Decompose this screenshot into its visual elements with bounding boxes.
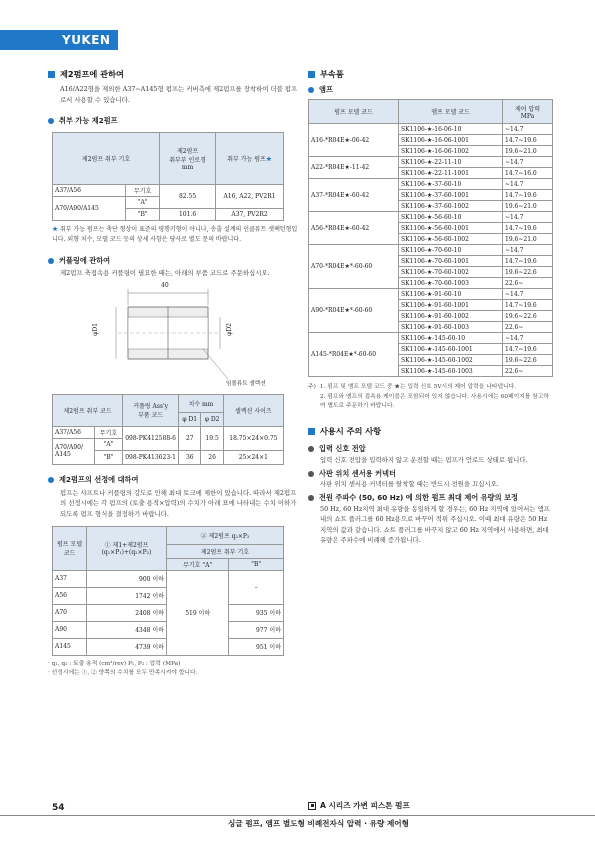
table-cell: A22-*R04E★-11-42: [309, 157, 399, 179]
table-cell: A37: [53, 570, 87, 587]
table-cell: A56: [53, 587, 87, 604]
selection-text: 펌프는 샤프트나 커플링의 강도로 인해 최대 토크에 제한이 있습니다. 따라서 제2펌프의 선정시에는 각 펌프의 (토출 용적×압력)의 수치가 아래 표에 나타내는 수치 이하가 되도록 펌프 형식을 결정하기 바랍니다.: [60, 488, 297, 518]
selection-table: [52, 526, 284, 656]
section-heading-second-pump: 제2펌프에 관하여: [48, 68, 298, 80]
second-pump-text: A16/A22형을 제외한 A37~A145형 펌프는 커버측에 제2펌프를 장착하여 더블 펌프로서 사용할 수 있습니다.: [60, 85, 298, 104]
footer-series: A 시리즈 가변 피스톤 펌프: [308, 800, 410, 811]
table-cell: 82.55: [160, 185, 216, 209]
circle-bullet-icon: [308, 471, 314, 477]
table-cell: ~14.7: [503, 124, 553, 135]
table-cell: ~14.7: [503, 179, 553, 190]
table-cell: 19.6~22.6: [503, 311, 553, 322]
table-header: 제2펌프 취부 코드: [53, 394, 123, 426]
table-cell: 14.7~19.6: [503, 344, 553, 355]
table-header: φ D2: [201, 412, 223, 426]
table-cell: SK1106-★-145-60-10: [399, 333, 503, 344]
table-header: 취부 가능 펌프★: [216, 133, 284, 185]
table-header: ① 제1+제2펌프 (q₁×P₁)+(q₂×P₂): [87, 526, 167, 570]
table-cell: 14.7~19.6: [503, 256, 553, 267]
table-cell: SK1106-★-91-60-1002: [399, 311, 503, 322]
table-cell: 27: [179, 426, 201, 450]
coupling-drawing: [78, 283, 248, 388]
table-cell: ~14.7: [503, 333, 553, 344]
selection-note: · q₁, q₂ : 토출 용적 (cm³/rev) P₁, P₂ : 압력 (MPa): [48, 660, 181, 667]
table-cell: SK1106-★-70-60-1002: [399, 267, 503, 278]
caution-item: 입력 신호 전압 입력 신호 전압을 입력하지 않고 운전할 때는 펌프가 언로드 상태로 됩니다.: [308, 444, 553, 466]
section-heading-accessories: 부속품: [308, 68, 553, 80]
table-cell: –: [229, 570, 284, 604]
table-row: [309, 212, 553, 223]
table-cell: SK1106-★-91-60-1001: [399, 300, 503, 311]
table-cell: ~14.7: [503, 245, 553, 256]
table-cell: A37/A56: [53, 185, 126, 197]
table-cell: 19.6~21.0: [503, 146, 553, 157]
coupling-text: 제2펌프 축접속용 커플링이 필요한 때는, 아래의 부품 코드로 주문하십시오.: [60, 269, 270, 278]
table-cell: 22.6~: [503, 366, 553, 377]
table-cell: ~14.7: [503, 289, 553, 300]
yuken-logo: YUKEN: [62, 33, 111, 47]
caution-item: 사판 위치 센서용 커넥터 사판 위치 센서용 커넥터를 탈착할 때는 반드시 전원을 끄십시오.: [308, 468, 553, 490]
table-cell: 4739 이하: [87, 638, 167, 655]
table-header: 펌프 모델 코드: [53, 526, 87, 570]
table-cell: SK1106-★-56-60-1001: [399, 223, 503, 234]
circle-bullet-icon: [308, 87, 314, 93]
table-cell: 101.6: [160, 209, 216, 221]
table-cell: A37, PV2R2: [216, 209, 284, 221]
table-cell: 14.7~19.6: [503, 135, 553, 146]
table-cell: A70/A90/ A145: [53, 438, 95, 464]
table-cell: 19.6~21.0: [503, 201, 553, 212]
table-cell: "A": [94, 438, 122, 450]
table-header: ② 제2펌프 q₂×P₂: [167, 526, 284, 544]
table-cell: 22.6~: [503, 278, 553, 289]
mountable-pump-table: [52, 132, 284, 221]
involute-label: 임볼류트 셀렉션: [226, 380, 266, 387]
table-cell: ~14.7: [503, 157, 553, 168]
amp-note: 2. 펌프와 앰프의 접속용 케이블은 포함되어 있지 않습니다. 사용시에는 60페이지를 참고하여 별도로 주문하기 바랍니다.: [319, 393, 550, 409]
table-cell: SK1106-★-145-60-1002: [399, 355, 503, 366]
table-cell: 14.7~19.6: [503, 300, 553, 311]
table-cell: "B": [126, 209, 160, 221]
table-cell: ~14.7: [503, 212, 553, 223]
table-cell: 26: [201, 450, 223, 464]
table-cell: 19.6~22.6: [503, 355, 553, 366]
table-cell: 25×24×1: [223, 450, 283, 464]
table-cell: A16-*R04E★-06-42: [309, 124, 399, 157]
table-row: [309, 157, 553, 168]
table-cell: SK1106-★-16-06-1001: [399, 135, 503, 146]
coupling-table: [52, 394, 284, 465]
table-header: 제2펌프 취부 기호: [167, 544, 284, 558]
table-cell: SK1106-★-37-60-10: [399, 179, 503, 190]
table-row: [309, 245, 553, 256]
table-header: 제2펌프 취부 기호: [53, 133, 160, 185]
amp-notes: 주) 1. 펌프 및 앰프 모델 코드 중 ★는 입력 신호 5V시의 제어 압력을 나타냅니다. 2. 펌프와 앰프의 접속용 케이블은 포함되어 있지 않습니다. 사용시에는 60페이지를 참고하여 별도로 주문하기 바랍니다.: [308, 383, 553, 412]
circle-bullet-icon: [48, 118, 54, 124]
table-cell: 4348 이하: [87, 621, 167, 638]
table-cell: A70/A90/A145: [53, 197, 126, 221]
footer-subtitle: 싱글 펌프, 앰프 별도형 비례전자식 압력 · 유량 제어형: [228, 819, 409, 828]
page-number: 54: [52, 803, 65, 813]
table-cell: SK1106-★-70-60-1001: [399, 256, 503, 267]
dimension-d1: φD1: [92, 322, 99, 336]
square-bullet-icon: [48, 71, 55, 78]
table-cell: A37-*R04E★-60-42: [309, 179, 399, 212]
table-cell: 36: [179, 450, 201, 464]
table-cell: SK1106-★-22-11-1001: [399, 168, 503, 179]
table-cell: A90-*R04E★*-60-60: [309, 289, 399, 333]
circle-bullet-icon: [308, 446, 314, 452]
table-cell: 2408 이하: [87, 604, 167, 621]
caution-item: 전원 주파수 (50, 60 Hz) 에 의한 펌프 최대 제어 유량의 보정 50 Hz, 60 Hz지역 최대 유량을 동일하게 할 경우는, 60 Hz 지역에 있어서는 앰프 내의 쇼트 플러그를 60 Hz용으로 바꾸어 적위 주십시오. 이때 최대 유량은 50 Hz 지역의 값과 같습니다. 쇼트 플러그를 바꾸지 않고 60 Hz 지역에서 사용하면, 최대 유량은 주파수에 비례해 증가됩니다.: [308, 493, 553, 546]
table-cell: SK1106-★-56-60-10: [399, 212, 503, 223]
table-cell: 무기호: [126, 185, 160, 197]
table-cell: SK1106-★-91-60-10: [399, 289, 503, 300]
table-header: 커플링 Ass'y 부품 코드: [123, 394, 179, 426]
table-cell: A16, A22, PV2R1: [216, 185, 284, 209]
table-header: 앰프 모델 코드: [399, 100, 503, 124]
table-cell: SK1106-★-56-60-1002: [399, 234, 503, 245]
table-header: 무기호 "A": [167, 558, 229, 570]
table-row: [309, 124, 553, 135]
table-cell: 14.7~19.6: [503, 190, 553, 201]
table-cell: SK1106-★-91-60-1003: [399, 322, 503, 333]
table-row: [309, 179, 553, 190]
subheading-amp: 앰프: [308, 84, 553, 95]
table-cell: 19.6~22.6: [503, 267, 553, 278]
table-cell: 098-PK413623-1: [123, 450, 179, 464]
table-cell: SK1106-★-22-11-10: [399, 157, 503, 168]
table-cell: A37/A56: [53, 426, 95, 438]
table-header: 제2펌프 취부부 인로경 mm: [160, 133, 216, 185]
table-cell: SK1106-★-145-60-1001: [399, 344, 503, 355]
circle-bullet-icon: [308, 495, 314, 501]
subheading-coupling: 커플링에 관하여: [48, 255, 298, 266]
table-cell: A145-*R04E★*-60-60: [309, 333, 399, 377]
table-cell: 519 이하: [167, 570, 229, 655]
dimension-top: 40: [161, 281, 169, 289]
table-cell: 098-PK412588-6: [123, 426, 179, 450]
footer-divider: [0, 815, 595, 816]
table-cell: 19.6~21.0: [503, 234, 553, 245]
table-cell: SK1106-★-70-60-10: [399, 245, 503, 256]
table-cell: 935 이하: [229, 604, 284, 621]
table-cell: A56-*R04E★-60-42: [309, 212, 399, 245]
table-cell: A90: [53, 621, 87, 638]
table-cell: SK1106-★-37-60-1001: [399, 190, 503, 201]
table-cell: "B": [94, 450, 122, 464]
table-row: [309, 333, 553, 344]
table-cell: A70-*R04E★*-60-60: [309, 245, 399, 289]
table-header: 치수 mm: [179, 394, 224, 412]
table-cell: SK1106-★-16-06-1002: [399, 146, 503, 157]
table-cell: 951 이하: [229, 638, 284, 655]
table-row: [309, 289, 553, 300]
table-cell: 1742 이하: [87, 587, 167, 604]
circle-bullet-icon: [48, 258, 54, 264]
table-cell: 무기호: [94, 426, 122, 438]
table-cell: SK1106-★-37-60-1002: [399, 201, 503, 212]
amp-note: 1. 펌프 및 앰프 모델 코드 중 ★는 입력 신호 5V시의 제어 압력을 나타냅니다.: [319, 384, 517, 390]
table-cell: "A": [126, 197, 160, 209]
table-cell: 18.75×24×0.75: [223, 426, 283, 450]
selection-note: · 선정시에는 ①, ② 양쪽의 수치를 모두 만족시켜야 합니다.: [48, 670, 198, 677]
table-cell: SK1106-★-70-60-1003: [399, 278, 503, 289]
table-cell: 14.7~16.0: [503, 168, 553, 179]
mountable-note: ★ 취부 가능 펌프는 축단 형상이 표준의 평행키형이 아니나, 송출 설계의 인클류트 셋팩턴형입니다. 외형 치수, 모델 코드 등의 상세 사항은 당사로 별도 문의 바랍니다.: [52, 226, 298, 244]
square-bullet-icon: [308, 71, 315, 78]
table-cell: SK1106-★-16-06-10: [399, 124, 503, 135]
table-cell: A70: [53, 604, 87, 621]
table-header: "B": [229, 558, 284, 570]
amp-table: [308, 99, 553, 377]
table-cell: 900 이하: [87, 570, 167, 587]
table-cell: A145: [53, 638, 87, 655]
table-cell: 14.7~19.6: [503, 223, 553, 234]
subheading-mountable-pump: 취부 가능 제2펌프: [48, 115, 298, 126]
square-marker-icon: [308, 802, 316, 810]
table-cell: SK1106-★-145-60-1003: [399, 366, 503, 377]
right-column: [308, 68, 553, 546]
left-column: [48, 68, 298, 679]
subheading-selection: 제2펌프의 선정에 대하여: [48, 475, 298, 486]
table-cell: 22.6~: [503, 322, 553, 333]
coupling-diagram: [78, 281, 266, 388]
circle-bullet-icon: [48, 477, 54, 483]
table-cell: 19.5: [201, 426, 223, 450]
table-header: φ D1: [179, 412, 201, 426]
table-header: 펌프 모델 코드: [309, 100, 399, 124]
dimension-d2: φD2: [226, 322, 233, 336]
table-cell: 977 이하: [229, 621, 284, 638]
table-header: 제어 압력 MPa: [503, 100, 553, 124]
section-heading-caution: 사용시 주의 사항: [308, 426, 553, 438]
square-bullet-icon: [308, 428, 315, 435]
table-header: 셀렉션 사이즈: [223, 394, 283, 426]
